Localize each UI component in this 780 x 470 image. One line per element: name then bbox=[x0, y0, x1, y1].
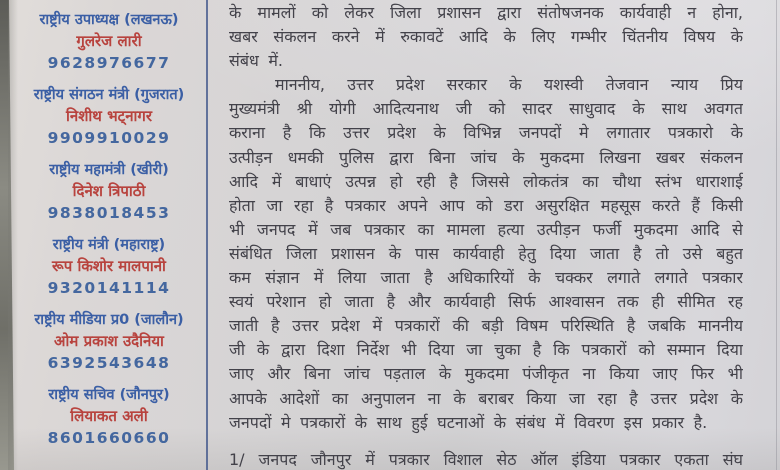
body-line: खबर संकलन करने में रुकावटें आदि के लिए गम्भीर चिंतनीय विषय के bbox=[229, 27, 743, 47]
body-line: जाए और बिना जांच पड़ताल के मुकदमा पंजीकृत ना किया जाए फिर भी bbox=[229, 364, 743, 384]
official-phone: 9838018453 bbox=[47, 204, 171, 222]
body-line: माननीय, उत्तर प्रदेश सरकार के यशस्वी तेजवान न्याय प्रिय bbox=[275, 75, 743, 95]
official-title: राष्ट्रीय उपाध्यक्ष (लखनऊ) bbox=[39, 12, 179, 28]
body-line: आपके आदेशों का अनुपालन ना के बराबर किया जा रहा है उत्तर प्रदेश के bbox=[229, 388, 743, 408]
official-entry bbox=[14, 385, 204, 449]
official-phone: 9909910029 bbox=[47, 129, 171, 147]
official-entry bbox=[14, 310, 204, 374]
official-phone: 6392543648 bbox=[47, 354, 171, 372]
official-title: राष्ट्रीय सचिव (जौनपुर) bbox=[48, 387, 170, 403]
official-name: रूप किशोर मालपानी bbox=[52, 257, 166, 275]
official-name: ओम प्रकाश उदैनिया bbox=[54, 332, 164, 350]
official-entry bbox=[14, 160, 204, 224]
body-line: संबंध में. bbox=[229, 51, 284, 71]
body-line: संबंधित जिला प्रशासन के पास कार्यवाही हेतु दिया जाता है तो उसे बहुत bbox=[229, 243, 743, 263]
official-name: लियाकत अली bbox=[70, 407, 148, 425]
official-entry bbox=[14, 235, 204, 299]
body-line: स्वयं परेशान हो जाता है और कार्यवाही सिर्फ आश्वासन तक ही सीमित रह bbox=[229, 292, 743, 312]
official-phone: 9320141114 bbox=[47, 279, 171, 297]
letterhead-divider-rule bbox=[206, 0, 208, 470]
official-phone: 8601660660 bbox=[47, 429, 171, 447]
official-title: राष्ट्रीय संगठन मंत्री (गुजरात) bbox=[33, 87, 185, 103]
official-name: निशीथ भट्नागर bbox=[66, 107, 152, 125]
body-line: कम संज्ञान में लिया जाता है अधिकारियों के चक्कर लगाते लगाते पत्रकार bbox=[229, 268, 743, 288]
official-title: राष्ट्रीय महामंत्री (खीरी) bbox=[49, 162, 169, 178]
body-line: 1/ जनपद जौनपुर में पत्रकार विशाल सेठ ऑल इंडिया पत्रकार एकता संघ bbox=[229, 449, 743, 469]
body-line: जाती है उत्तर प्रदेश में पत्रकारों की बड़ी विषम परिस्थिति है जबकि माननीय bbox=[229, 316, 743, 336]
letterhead-officials-list bbox=[14, 10, 204, 460]
body-line: भी जनपद में जब पत्रकार का मामला हत्या उत्पीड़न फर्जी मुकदमा आदि से bbox=[229, 219, 743, 239]
body-line: जी के द्वारा दिशा निर्देश भी दिया जा चुका है कि पत्रकारों को सम्मान दिया bbox=[229, 340, 743, 360]
paper-fold-line bbox=[776, 0, 777, 470]
official-name: दिनेश त्रिपाठी bbox=[72, 182, 146, 200]
body-line: उत्पीड़न धमकी पुलिस द्वारा बिना जांच के मुकदमा लिखना खबर संकलन bbox=[229, 147, 743, 167]
body-line: कराना है कि उत्तर प्रदेश के विभिन्न जनपदों मे लगातार पत्रकारो के bbox=[229, 123, 743, 143]
official-title: राष्ट्रीय मीडिया प्र0 (जालौन) bbox=[34, 312, 184, 328]
body-line: के मामलों को लेकर जिला प्रशासन द्वारा संतोषजनक कार्यवाही न होना, bbox=[229, 3, 743, 22]
official-name: गुलरेज लारी bbox=[76, 32, 142, 50]
letter-body bbox=[229, 1, 743, 470]
official-entry bbox=[14, 85, 204, 149]
official-entry bbox=[14, 10, 204, 74]
official-phone: 9628976677 bbox=[47, 54, 171, 72]
body-line: होता जा रहा है पत्रकार अपने आप को डरा असुरक्षित महसूस करते हैं किसी bbox=[229, 195, 743, 215]
body-line: मुख्यमंत्री श्री योगी आदित्यनाथ जी को सादर साधुवाद के साथ अवगत bbox=[229, 99, 743, 119]
official-title: राष्ट्रीय मंत्री (महाराष्ट्र) bbox=[52, 237, 166, 253]
body-line: आदि में बाधाएं उत्पन्न हो रही है जिससे लोकतंत्र का चौथा स्तंभ धाराशाई bbox=[229, 171, 743, 191]
body-line: जनपदों मे पत्रकारों के साथ हुई घटनाओं के संबंध में विवरण इस प्रकार है. bbox=[229, 412, 708, 432]
